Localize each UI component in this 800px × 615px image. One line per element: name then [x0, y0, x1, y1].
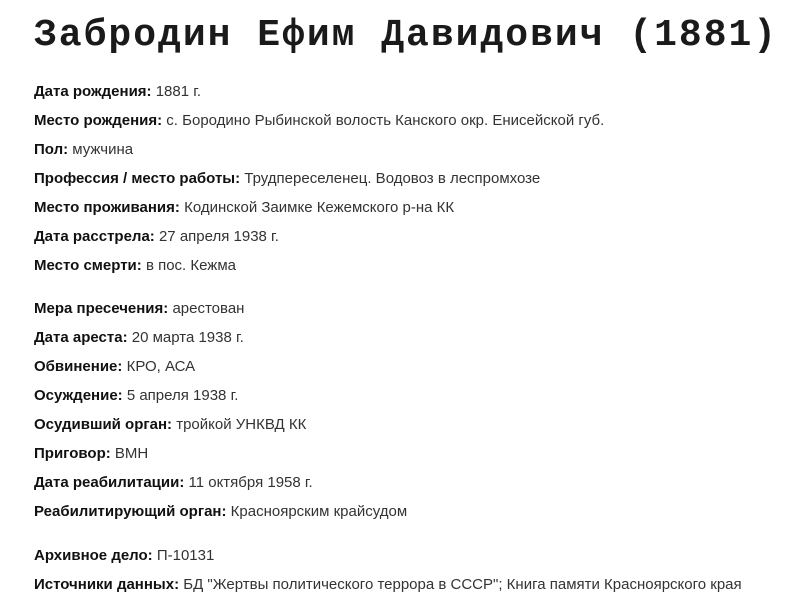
field-value: в пос. Кежма — [145, 257, 236, 274]
field-label: Место рождения: — [34, 112, 163, 129]
field-value: 27 апреля 1938 г. — [158, 228, 279, 245]
field-label: Дата рождения: — [34, 83, 152, 100]
field-charge — [34, 355, 800, 384]
field-value: 20 марта 1938 г. — [131, 329, 244, 346]
field-label: Источники данных: — [34, 576, 180, 593]
field-value: тройкой УНКВД КК — [176, 416, 307, 433]
field-label: Профессия / место работы: — [34, 170, 241, 187]
field-label: Осуждение: — [34, 387, 123, 404]
field-archive-case — [34, 544, 800, 573]
field-profession — [34, 167, 800, 196]
sources-section — [34, 544, 800, 602]
field-arrest-date — [34, 326, 800, 355]
field-value: П-10131 — [156, 547, 215, 564]
personal-info-section — [34, 80, 800, 283]
field-preventive-measure — [34, 297, 800, 326]
field-label: Осудивший орган: — [34, 416, 173, 433]
field-rehabilitating-body — [34, 500, 800, 529]
field-birth-place — [34, 109, 800, 138]
case-info-section — [34, 297, 800, 529]
field-value: ВМН — [114, 445, 149, 462]
field-value: Кодинской Заимке Кежемского р-на КК — [184, 199, 455, 216]
field-value: Трудпереселенец. Водовоз в леспромхозе — [244, 170, 541, 187]
field-label: Дата ареста: — [34, 329, 128, 346]
field-rehabilitation-date — [34, 471, 800, 500]
field-value: 1881 г. — [155, 83, 202, 100]
field-data-sources — [34, 573, 800, 602]
field-label: Дата реабилитации: — [34, 474, 185, 491]
page-title: Забродин Ефим Давидович (1881) — [34, 14, 779, 57]
field-label: Приговор: — [34, 445, 111, 462]
field-label: Место проживания: — [34, 199, 180, 216]
field-label: Мера пресечения: — [34, 300, 169, 317]
field-value: 5 апреля 1938 г. — [126, 387, 239, 404]
field-value: БД "Жертвы политического террора в СССР"; Книга памяти Красноярского края — [183, 576, 742, 593]
field-value: 11 октября 1958 г. — [188, 474, 313, 491]
field-death-place — [34, 254, 800, 283]
field-label: Обвинение: — [34, 358, 123, 375]
field-label: Реабилитирующий орган: — [34, 503, 227, 520]
field-label: Место смерти: — [34, 257, 142, 274]
field-label: Дата расстрела: — [34, 228, 155, 245]
field-value: Красноярским крайсудом — [230, 503, 408, 520]
field-value: КРО, АСА — [126, 358, 196, 375]
field-label: Пол: — [34, 141, 69, 158]
field-execution-date — [34, 225, 800, 254]
field-gender — [34, 138, 800, 167]
field-label: Архивное дело: — [34, 547, 153, 564]
field-birth-date — [34, 80, 800, 109]
field-value: с. Бородино Рыбинской волость Канского окр. Енисейской губ. — [166, 112, 605, 129]
field-convicting-body — [34, 413, 800, 442]
field-residence — [34, 196, 800, 225]
field-sentence — [34, 442, 800, 471]
field-conviction-date — [34, 384, 800, 413]
field-value: арестован — [172, 300, 245, 317]
field-value: мужчина — [72, 141, 134, 158]
